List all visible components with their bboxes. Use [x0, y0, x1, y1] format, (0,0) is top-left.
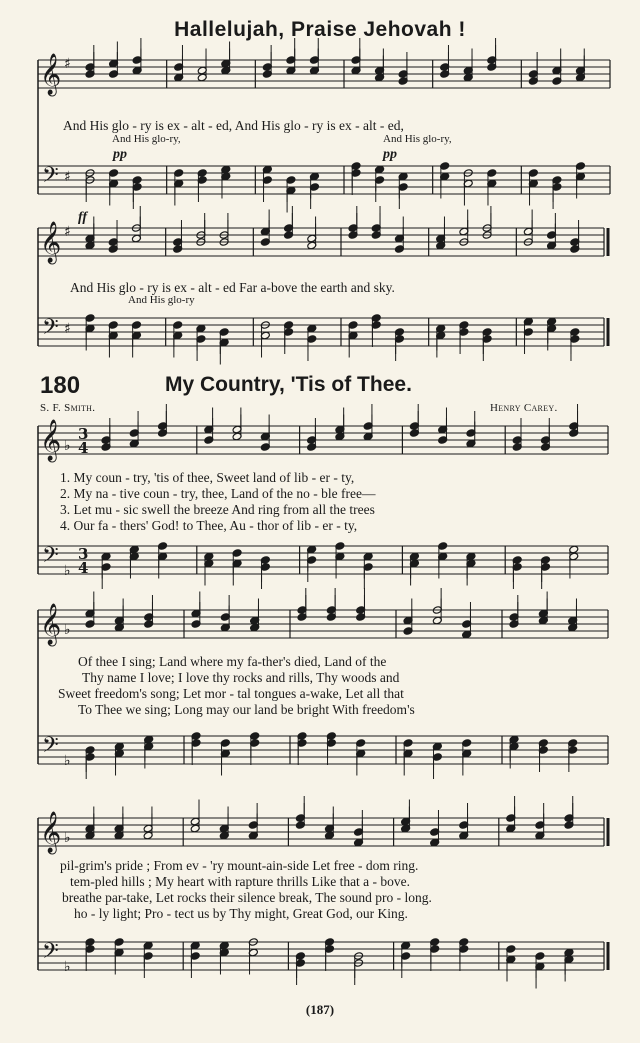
lyrics-line: And His glo - ry is ex - alt - ed, And His glo - ry is ex - alt - ed,: [63, 118, 404, 133]
bass-clef-icon: 𝄢: [42, 733, 59, 763]
verse-line: breathe par-take, Let rocks their silence break, The sound pro - long.: [62, 890, 432, 905]
verse-line: tem-pled hills ; My heart with rapture thrills Like that a - bove.: [70, 874, 411, 889]
verse-line: 3. Let mu - sic swell the breeze And ring from all the trees: [60, 502, 375, 517]
composer-credit: Henry Carey.: [490, 402, 558, 414]
sharp-icon: ♯: [64, 321, 71, 337]
flat-icon: ♭: [64, 438, 71, 454]
dynamic-marking: pp: [383, 147, 397, 162]
treble-clef-icon: 𝄞: [40, 604, 62, 645]
treble-clef-icon: 𝄞: [40, 222, 62, 263]
verse-line: 1. My coun - try, 'tis of thee, Sweet land of lib - er - ty,: [60, 470, 355, 485]
bass-clef-icon: 𝄢: [42, 315, 59, 345]
verse-line: To Thee we sing; Long may our land be bright With freedom's: [78, 702, 415, 717]
flat-icon: ♭: [64, 622, 71, 638]
flat-icon: ♭: [64, 563, 71, 579]
sharp-icon: ♯: [64, 169, 71, 185]
time-signature-top: 3: [78, 425, 89, 443]
verse-line: 4. Our fa - thers' God! to Thee, Au - thor of lib - er - ty,: [60, 518, 358, 533]
sharp-icon: ♯: [64, 56, 71, 72]
flat-icon: ♭: [64, 753, 71, 769]
flat-icon: ♭: [64, 959, 71, 975]
bass-cue: And His glo-ry,: [112, 133, 181, 145]
verse-line: Sweet freedom's song; Let mor - tal tongues a-wake, Let all that: [58, 686, 404, 701]
time-signature-bottom: 4: [78, 439, 89, 457]
dynamic-marking: pp: [113, 147, 127, 162]
hymn-title-my-country: My Country, 'Tis of Thee.: [165, 373, 412, 396]
verse-line: pil-grim's pride ; From ev - 'ry mount-ain-side Let free - dom ring.: [60, 858, 419, 873]
verse-line: Thy name I love; I love thy rocks and rills, Thy woods and: [82, 670, 400, 685]
flat-icon: ♭: [64, 830, 71, 846]
treble-clef-icon: 𝄞: [40, 420, 62, 461]
sharp-icon: ♯: [64, 224, 71, 240]
lyrics-line: And His glo - ry is ex - alt - ed Far a-bove the earth and sky.: [70, 280, 395, 295]
bass-clef-icon: 𝄢: [42, 543, 59, 573]
bass-clef-icon: 𝄢: [42, 939, 59, 969]
hymn-title-hallelujah: Hallelujah, Praise Jehovah !: [174, 18, 466, 41]
bass-cue: And His glo-ry,: [383, 133, 452, 145]
bass-cue: And His glo-ry: [128, 294, 195, 306]
treble-clef-icon: 𝄞: [40, 812, 62, 853]
verse-line: 2. My na - tive coun - try, thee, Land of the no - ble free—: [60, 486, 376, 501]
hymn-number: 180: [40, 372, 81, 399]
dynamic-marking: ff: [78, 210, 88, 225]
verse-line: Of thee I sing; Land where my fa-ther's died, Land of the: [78, 654, 387, 669]
time-signature-bottom: 4: [78, 559, 89, 577]
verse-line: ho - ly light; Pro - tect us by Thy might, Great God, our King.: [74, 906, 408, 921]
bass-clef-icon: 𝄢: [42, 163, 59, 193]
author-credit: S. F. Smith.: [40, 402, 96, 414]
treble-clef-icon: 𝄞: [40, 54, 62, 95]
time-signature-top: 3: [78, 545, 89, 563]
page-number: (187): [305, 1002, 335, 1017]
